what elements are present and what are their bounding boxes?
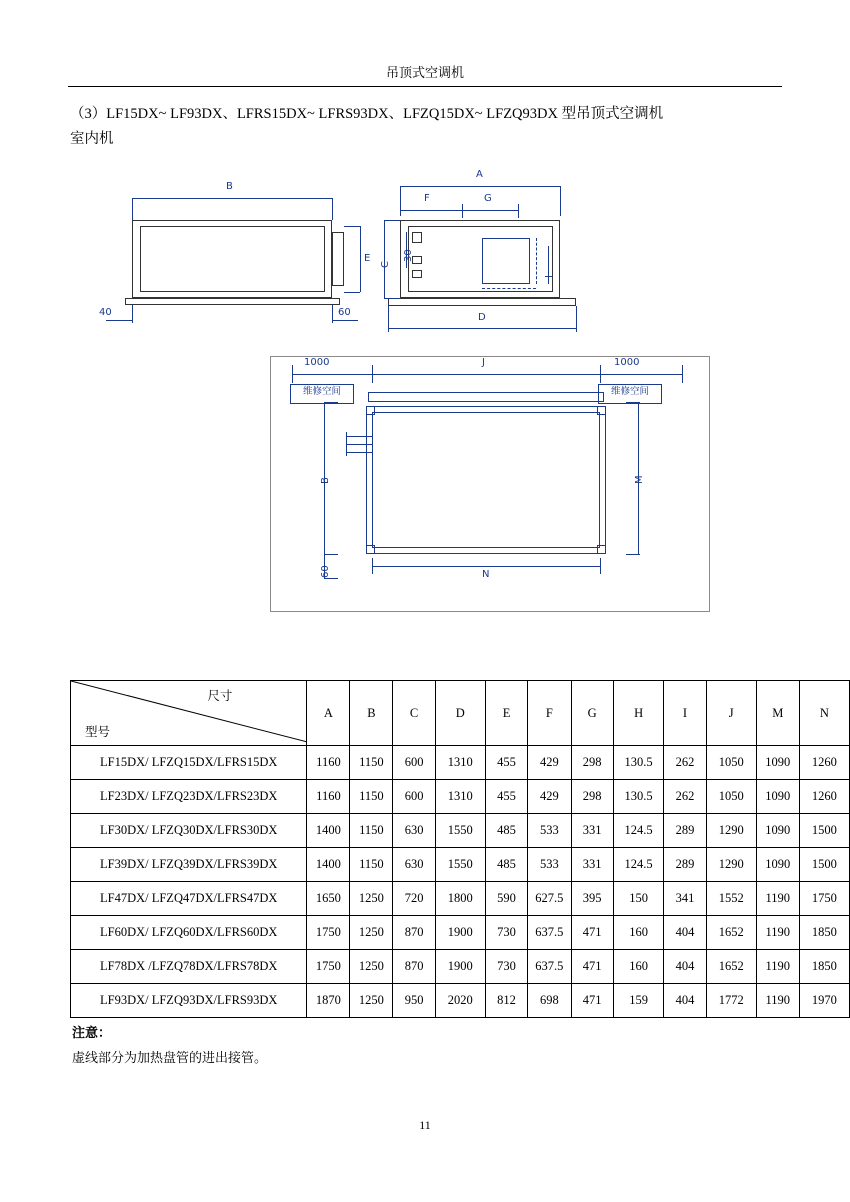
cell-I: 289 xyxy=(664,814,706,848)
cell-C: 870 xyxy=(393,916,435,950)
dim-M-ext-top xyxy=(626,402,640,403)
cell-A: 1160 xyxy=(307,780,350,814)
dim-label-I: I xyxy=(544,275,555,278)
cell-D: 1800 xyxy=(435,882,485,916)
cell-E: 812 xyxy=(485,984,527,1018)
dim-label-D: D xyxy=(478,312,486,323)
plan-bracket-br xyxy=(597,545,606,554)
col-header-I: I xyxy=(664,681,706,746)
cell-D: 1550 xyxy=(435,848,485,882)
service-space-right: 维修空间 xyxy=(598,384,662,404)
table-row xyxy=(71,916,850,950)
plan-pipe-2 xyxy=(346,444,372,445)
dim-1000-left-line xyxy=(292,374,372,375)
cell-B: 1150 xyxy=(350,780,393,814)
dim-G-line xyxy=(462,210,518,211)
dim-M-ext-bot xyxy=(626,554,640,555)
cell-C: 870 xyxy=(393,950,435,984)
cell-G: 298 xyxy=(571,780,613,814)
right-view-coil-dash-h xyxy=(482,288,536,289)
dim-60b-ext xyxy=(324,578,338,579)
dim-J-line xyxy=(372,374,600,375)
cell-J: 1290 xyxy=(706,848,756,882)
section-title-line1: （3）LF15DX~ LF93DX、LFRS15DX~ LFRS93DX、LFZQ15DX~ LFZQ93DX 型吊顶式空调机 xyxy=(70,106,664,122)
dim-E-ext-bot xyxy=(344,292,360,293)
right-view-coil-dash-v xyxy=(536,238,537,284)
dim-label-F: F xyxy=(424,193,430,204)
notes-title: 注意： xyxy=(72,1026,112,1041)
dim-label-N: N xyxy=(482,569,490,580)
running-header: 吊顶式空调机 xyxy=(385,66,464,81)
dim-label-C: C xyxy=(380,261,391,268)
dim-label-J: J xyxy=(482,357,485,368)
service-space-left: 维修空间 xyxy=(290,384,354,404)
cell-model: LF39DX/ LFZQ39DX/LFRS39DX xyxy=(71,848,307,882)
cell-B: 1150 xyxy=(350,814,393,848)
col-header-M: M xyxy=(756,681,799,746)
cell-B: 1250 xyxy=(350,882,393,916)
cell-B: 1250 xyxy=(350,950,393,984)
cell-A: 1750 xyxy=(307,916,350,950)
left-view-duct xyxy=(332,232,344,286)
plan-bracket-tl xyxy=(366,406,375,415)
notes-block xyxy=(72,1022,267,1066)
cell-I: 404 xyxy=(664,916,706,950)
col-header-D: D xyxy=(435,681,485,746)
col-header-N: N xyxy=(799,681,849,746)
cell-I: 262 xyxy=(664,780,706,814)
cell-G: 298 xyxy=(571,746,613,780)
cell-M: 1090 xyxy=(756,814,799,848)
left-view-inner xyxy=(140,226,325,292)
dim-J-ext-right xyxy=(600,365,601,383)
cell-E: 730 xyxy=(485,950,527,984)
section-title xyxy=(70,102,782,152)
cell-model: LF93DX/ LFZQ93DX/LFRS93DX xyxy=(71,984,307,1018)
cell-B: 1150 xyxy=(350,746,393,780)
dim-G-ext xyxy=(518,204,519,218)
cell-H: 124.5 xyxy=(613,848,663,882)
dim-B2-ext-top xyxy=(324,402,338,403)
dim-60-line xyxy=(332,320,358,321)
cell-F: 429 xyxy=(528,746,571,780)
cell-N: 1970 xyxy=(799,984,849,1018)
cell-A: 1400 xyxy=(307,848,350,882)
cell-J: 1050 xyxy=(706,780,756,814)
dim-B-ext-right xyxy=(332,198,333,220)
cell-D: 2020 xyxy=(435,984,485,1018)
table-row xyxy=(71,848,850,882)
dim-1000-right-ext xyxy=(682,365,683,383)
dim-A-line xyxy=(400,186,560,187)
dim-label-E: E xyxy=(364,253,371,264)
cell-I: 404 xyxy=(664,984,706,1018)
cell-N: 1500 xyxy=(799,814,849,848)
table-row xyxy=(71,984,850,1018)
dim-J-ext-left xyxy=(372,365,373,383)
cell-N: 1500 xyxy=(799,848,849,882)
cell-M: 1190 xyxy=(756,950,799,984)
col-header-G: G xyxy=(571,681,613,746)
cell-H: 160 xyxy=(613,916,663,950)
dim-40-ext xyxy=(132,305,133,323)
col-header-J: J xyxy=(706,681,756,746)
cell-H: 150 xyxy=(613,882,663,916)
dim-B-ext-left xyxy=(132,198,133,220)
dim-label-1000-left: 1000 xyxy=(304,357,330,368)
cell-F: 533 xyxy=(528,814,571,848)
cell-M: 1190 xyxy=(756,984,799,1018)
col-header-E: E xyxy=(485,681,527,746)
dim-C-ext-bot xyxy=(384,298,400,299)
cell-C: 630 xyxy=(393,814,435,848)
cell-E: 455 xyxy=(485,746,527,780)
plan-pipe-cap xyxy=(346,432,347,456)
cell-J: 1050 xyxy=(706,746,756,780)
cell-model: LF15DX/ LFZQ15DX/LFRS15DX xyxy=(71,746,307,780)
cell-model: LF60DX/ LFZQ60DX/LFRS60DX xyxy=(71,916,307,950)
cell-F: 637.5 xyxy=(528,916,571,950)
cell-B: 1150 xyxy=(350,848,393,882)
dim-D-ext-left xyxy=(388,306,389,332)
cell-A: 1650 xyxy=(307,882,350,916)
cell-C: 600 xyxy=(393,780,435,814)
cell-M: 1090 xyxy=(756,746,799,780)
corner-size-label: 尺寸 xyxy=(207,689,233,703)
table-body xyxy=(71,746,850,1018)
dim-A-ext-right xyxy=(560,186,561,216)
cell-B: 1250 xyxy=(350,984,393,1018)
dim-E-line xyxy=(360,226,361,292)
page-number: 11 xyxy=(419,1118,431,1132)
cell-M: 1090 xyxy=(756,848,799,882)
dim-E-ext-top xyxy=(344,226,360,227)
dim-C-line xyxy=(384,220,385,298)
cell-A: 1160 xyxy=(307,746,350,780)
cell-I: 404 xyxy=(664,950,706,984)
dimension-table xyxy=(70,680,850,1018)
dim-F-line xyxy=(400,210,462,211)
dim-label-M: M xyxy=(634,475,645,484)
cell-N: 1260 xyxy=(799,746,849,780)
cell-C: 600 xyxy=(393,746,435,780)
cell-J: 1772 xyxy=(706,984,756,1018)
cell-D: 1310 xyxy=(435,746,485,780)
dim-1000-right-line xyxy=(600,374,682,375)
dim-I-line xyxy=(548,246,549,284)
cell-A: 1750 xyxy=(307,950,350,984)
plan-bracket-tr xyxy=(597,406,606,415)
col-header-B: B xyxy=(350,681,393,746)
cell-G: 471 xyxy=(571,950,613,984)
col-header-H: H xyxy=(613,681,663,746)
dim-label-30: 30 xyxy=(403,249,414,262)
dim-label-1000-right: 1000 xyxy=(614,357,640,368)
cell-C: 720 xyxy=(393,882,435,916)
dim-label-40: 40 xyxy=(99,307,112,318)
table-row xyxy=(71,882,850,916)
cell-N: 1850 xyxy=(799,950,849,984)
cell-C: 950 xyxy=(393,984,435,1018)
dim-D-line xyxy=(388,328,576,329)
dim-F-ext xyxy=(462,204,463,218)
table-row xyxy=(71,814,850,848)
cell-D: 1900 xyxy=(435,950,485,984)
right-view-coil-box xyxy=(482,238,530,284)
dim-N-ext-right xyxy=(600,558,601,574)
cell-E: 455 xyxy=(485,780,527,814)
cell-I: 341 xyxy=(664,882,706,916)
cell-model: LF23DX/ LFZQ23DX/LFRS23DX xyxy=(71,780,307,814)
cell-A: 1870 xyxy=(307,984,350,1018)
right-view-terminal-1 xyxy=(412,232,422,243)
dim-1000-left-ext xyxy=(292,365,293,383)
cell-H: 130.5 xyxy=(613,780,663,814)
corner-model-label: 型号 xyxy=(85,725,111,739)
cell-G: 331 xyxy=(571,848,613,882)
left-view-base xyxy=(125,298,340,305)
technical-drawing xyxy=(70,160,782,660)
dim-C-ext-top xyxy=(384,220,400,221)
dim-label-60: 60 xyxy=(338,307,351,318)
cell-C: 630 xyxy=(393,848,435,882)
header-divider xyxy=(68,86,782,87)
plan-pipe-3 xyxy=(346,452,372,453)
dim-label-B: B xyxy=(226,181,233,192)
dim-60-ext xyxy=(332,305,333,323)
dim-B-line xyxy=(132,198,332,199)
cell-E: 730 xyxy=(485,916,527,950)
cell-model: LF47DX/ LFZQ47DX/LFRS47DX xyxy=(71,882,307,916)
notes-body: 虚线部分为加热盘管的进出接管。 xyxy=(72,1051,268,1066)
section-title-line2: 室内机 xyxy=(70,131,114,147)
dim-label-60b: 60 xyxy=(320,565,331,578)
cell-N: 1750 xyxy=(799,882,849,916)
cell-G: 471 xyxy=(571,916,613,950)
plan-pipe-1 xyxy=(346,436,372,437)
dim-label-B2: B xyxy=(320,477,331,484)
dim-N-ext-left xyxy=(372,558,373,574)
cell-H: 124.5 xyxy=(613,814,663,848)
cell-model: LF30DX/ LFZQ30DX/LFRS30DX xyxy=(71,814,307,848)
cell-G: 471 xyxy=(571,984,613,1018)
right-view-terminal-3 xyxy=(412,270,422,278)
cell-E: 590 xyxy=(485,882,527,916)
cell-J: 1290 xyxy=(706,814,756,848)
plan-top-bar xyxy=(368,392,604,402)
dim-A-ext-left xyxy=(400,186,401,216)
cell-N: 1260 xyxy=(799,780,849,814)
cell-G: 395 xyxy=(571,882,613,916)
cell-N: 1850 xyxy=(799,916,849,950)
right-view-base xyxy=(388,298,576,306)
cell-M: 1190 xyxy=(756,882,799,916)
cell-D: 1550 xyxy=(435,814,485,848)
right-view-inner xyxy=(408,226,553,292)
col-header-C: C xyxy=(393,681,435,746)
cell-E: 485 xyxy=(485,814,527,848)
cell-D: 1900 xyxy=(435,916,485,950)
cell-F: 627.5 xyxy=(528,882,571,916)
table-row xyxy=(71,746,850,780)
cell-E: 485 xyxy=(485,848,527,882)
dim-D-ext-right xyxy=(576,306,577,332)
dim-label-G: G xyxy=(484,193,492,204)
table-header-row xyxy=(71,681,850,746)
plan-unit-inner xyxy=(372,412,600,548)
col-header-A: A xyxy=(307,681,350,746)
table-corner-cell xyxy=(71,681,307,746)
table-row xyxy=(71,950,850,984)
cell-H: 159 xyxy=(613,984,663,1018)
cell-H: 130.5 xyxy=(613,746,663,780)
cell-F: 429 xyxy=(528,780,571,814)
dim-B2-ext-bot xyxy=(324,554,338,555)
plan-bracket-bl xyxy=(366,545,375,554)
cell-F: 637.5 xyxy=(528,950,571,984)
col-header-F: F xyxy=(528,681,571,746)
cell-B: 1250 xyxy=(350,916,393,950)
cell-A: 1400 xyxy=(307,814,350,848)
dim-40-line xyxy=(106,320,132,321)
dim-label-A: A xyxy=(476,169,483,180)
cell-I: 289 xyxy=(664,848,706,882)
cell-F: 698 xyxy=(528,984,571,1018)
cell-J: 1652 xyxy=(706,950,756,984)
table-row xyxy=(71,780,850,814)
cell-H: 160 xyxy=(613,950,663,984)
cell-G: 331 xyxy=(571,814,613,848)
cell-M: 1090 xyxy=(756,780,799,814)
cell-J: 1652 xyxy=(706,916,756,950)
cell-D: 1310 xyxy=(435,780,485,814)
cell-F: 533 xyxy=(528,848,571,882)
dim-N-line xyxy=(372,566,600,567)
cell-M: 1190 xyxy=(756,916,799,950)
cell-model: LF78DX /LFZQ78DX/LFRS78DX xyxy=(71,950,307,984)
cell-I: 262 xyxy=(664,746,706,780)
cell-J: 1552 xyxy=(706,882,756,916)
